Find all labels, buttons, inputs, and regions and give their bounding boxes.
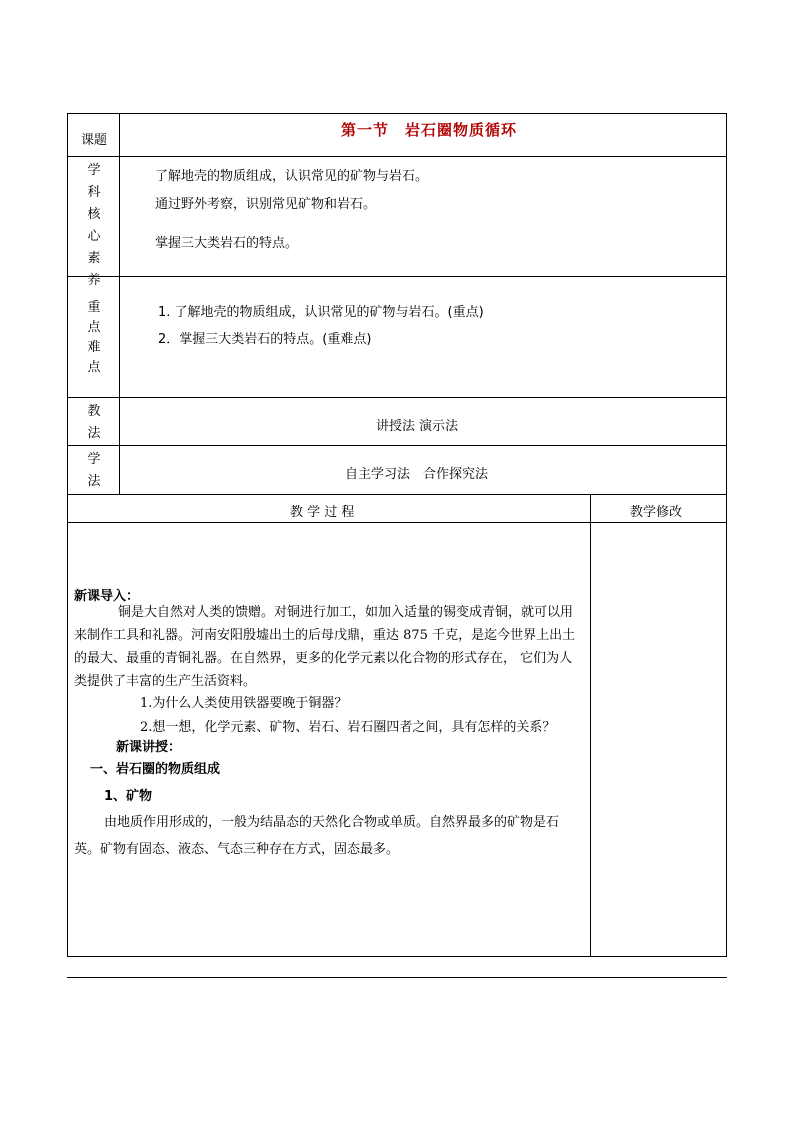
row-divider xyxy=(67,156,727,157)
row-divider xyxy=(67,445,727,446)
key-point-item: 2．掌握三大类岩石的特点。(重难点) xyxy=(158,332,372,347)
row-divider xyxy=(67,494,727,495)
row-divider xyxy=(67,276,727,277)
question-item: 2.想一想，化学元素、矿物、岩石、岩石圈四者之间，具有怎样的关系？ xyxy=(140,720,556,735)
key-point-item: 1. 了解地壳的物质组成，认识常见的矿物与岩石。(重点) xyxy=(158,305,484,320)
teaching-method-label: 教 法 xyxy=(87,404,101,441)
topic-label: 课题 xyxy=(80,133,107,148)
key-points-label: 重 点 难 点 xyxy=(87,300,101,375)
process-header: 教 学 过 程 xyxy=(290,505,355,520)
learning-method-label: 学 法 xyxy=(87,452,101,489)
section-heading: 一、岩石圈的物质组成 xyxy=(90,762,221,777)
row-divider xyxy=(67,397,727,398)
page-title: 第一节 岩石圈物质循环 xyxy=(341,121,518,139)
revision-column-divider xyxy=(590,494,591,956)
footer-line xyxy=(67,977,727,978)
mineral-paragraph: 由地质作用形成的，一般为结晶态的天然化合物或单质。自然界最多的矿物是石英。矿物有固态、液态、气态三种存在方式，固态最多。 xyxy=(74,815,560,857)
literacy-line: 通过野外考察，识别常见矿物和岩石。 xyxy=(155,197,377,212)
learning-method-value: 自主学习法 合作探究法 xyxy=(345,467,489,482)
lecture-heading: 新课讲授： xyxy=(116,740,182,755)
row-divider xyxy=(67,522,727,523)
revision-header: 教学修改 xyxy=(630,505,683,520)
intro-paragraph: 铜是大自然对人类的馈赠。对铜进行加工，如加入适量的锡变成青铜，就可以用来制作工具和礼器。河南安阳殷墟出土的后母戊鼎，重达 875 千克，是迄今世界上出土的最大、最重的青铜礼器。在自然界，更多的化学元素以化合物的形式存在， 它们为人类提供了丰富的生产生活资料。 xyxy=(74,605,576,689)
teaching-method-value: 讲授法 演示法 xyxy=(376,419,459,434)
intro-heading: 新课导入： xyxy=(74,589,140,604)
question-item: 1.为什么人类使用铁器要晚于铜器？ xyxy=(140,696,348,711)
literacy-line: 掌握三大类岩石的特点。 xyxy=(155,236,299,251)
subsection-heading: 1、矿物 xyxy=(104,789,153,804)
literacy-label: 学 科 核 心 素 养 xyxy=(87,163,101,288)
label-column-divider xyxy=(119,113,120,494)
literacy-line: 了解地壳的物质组成，认识常见的矿物与岩石。 xyxy=(155,169,429,184)
